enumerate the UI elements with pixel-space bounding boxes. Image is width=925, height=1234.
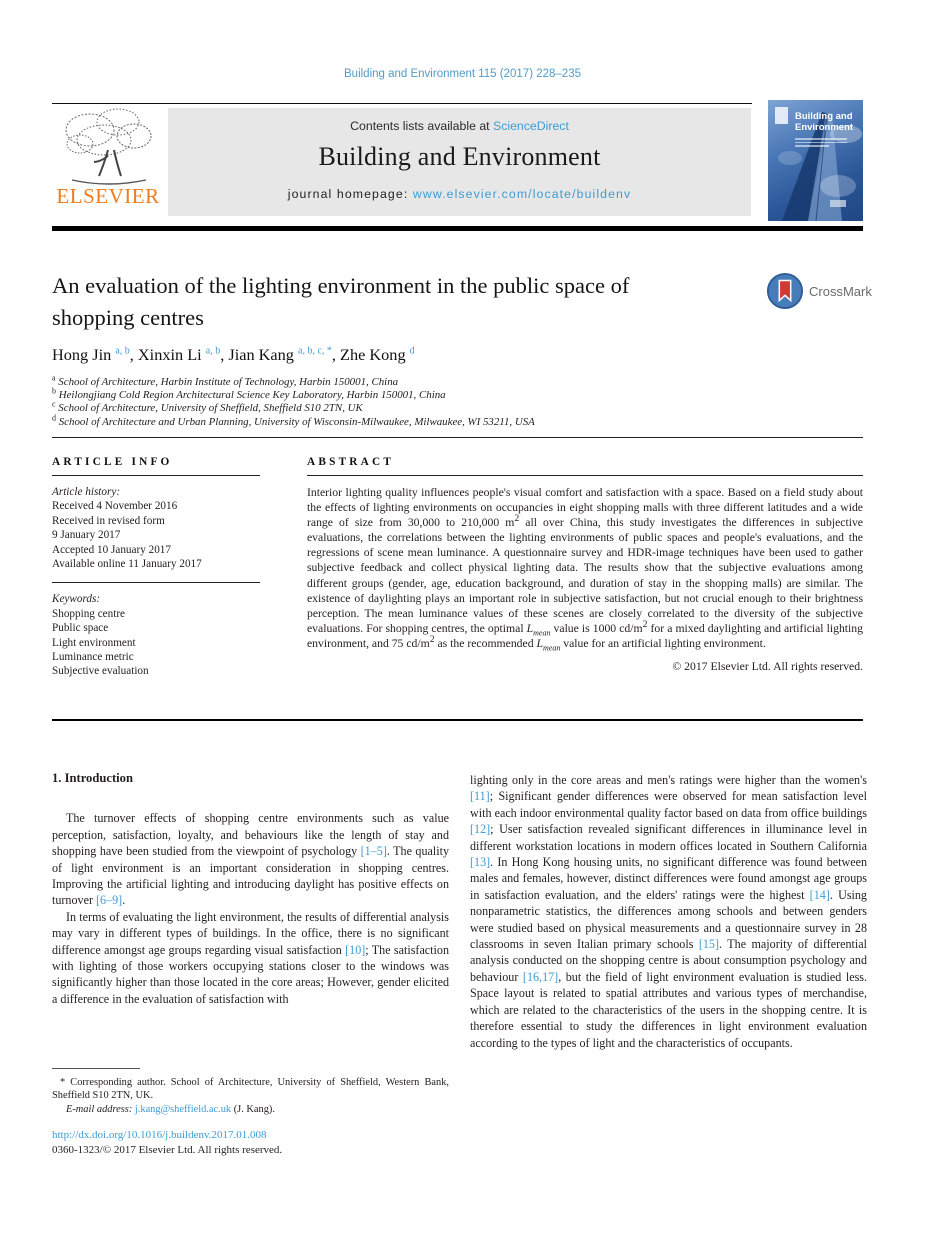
crossmark-badge[interactable] [766, 272, 876, 310]
citation-ref-link[interactable]: [13] [470, 855, 491, 870]
abstract-section [307, 456, 863, 673]
affiliation-line: $^d$ School of Architecture and Urban Planning, University of Wisconsin-Milwaukee, Milwaukee, WI 53211, USA [52, 412, 535, 428]
citation-ref-link[interactable]: [1–5] [360, 844, 387, 859]
citation-ref-link[interactable]: [11] [470, 789, 490, 804]
affiliation-list [52, 373, 812, 429]
elsevier-wordmark: ELSEVIER [56, 184, 160, 208]
citation-ref-link[interactable]: [10] [345, 942, 366, 957]
cover-title-line2: Environment [795, 122, 854, 133]
intro-paragraph-1: The turnover effects of shopping centre environments such as value perception, satisfaction, loyalty, and behaviours like the length of stay and shopping have been studied from the viewpoint of psychology [1–5]. The quality of light environment is an important consideration in shopping centres. Improving the artificial lighting and introducing daylight has positive effects on turnover [6–9]. [52, 811, 449, 908]
masthead-box [168, 108, 751, 216]
corresponding-author-text: * Corresponding author. School of Architecture, University of Sheffield, Western Bank, Sheffield S10 2TN, UK. [52, 1077, 449, 1102]
intro-paragraph-2: In terms of evaluating the light environment, the results of differential analysis may vary in different types of buildings. In the office, there is no significant difference amongst age groups regarding visual satisfaction [10]; The satisfaction with lighting of those workers occupying stations closer to the windows was significantly higher than those located in the core areas; However, gender elicited a difference in the evaluation of satisfaction with [52, 909, 449, 1006]
info-line: Light environment [52, 636, 136, 649]
abstract-bottom-rule [52, 719, 863, 721]
info-line: Received in revised form [52, 514, 165, 527]
section-heading-introduction: 1. Introduction [52, 771, 133, 785]
elsevier-logo[interactable] [50, 104, 166, 218]
info-line: Accepted 10 January 2017 [52, 543, 171, 556]
body-left-column [52, 770, 449, 1007]
footnote-divider [52, 1068, 140, 1069]
crossmark-label: CrossMark [809, 283, 872, 299]
journal-cover-thumbnail[interactable] [768, 100, 863, 221]
journal-citation: Building and Environment 115 (2017) 228–235 [344, 68, 581, 80]
journal-title: Building and Environment [318, 142, 601, 171]
article-history-label: Article history: [52, 486, 121, 498]
abstract-heading-rule [307, 475, 863, 476]
masthead-bottom-rule [52, 226, 863, 231]
cover-title [795, 111, 853, 133]
homepage-url-link[interactable]: www.elsevier.com/locate/buildenv [412, 187, 632, 201]
info-line: Received 4 November 2016 [52, 500, 178, 513]
cover-title-line1: Building and [795, 111, 853, 122]
author-list: Hong Jin $^{a, b}$, Xinxin Li $^{a, b}$, Jian Kang $^{a, b, c, *}$, Zhe Kong $^d$ [52, 345, 415, 364]
inline-link[interactable]: j.kang@sheffield.ac.uk [134, 1104, 232, 1116]
doi-link[interactable]: http://dx.doi.org/10.1016/j.buildenv.2017.01.008 [52, 1129, 267, 1141]
article-info-heading: ARTICLE INFO [52, 456, 173, 468]
info-line: Luminance metric [52, 651, 134, 664]
cover-subtitle-bars [795, 138, 847, 149]
info-line: Subjective evaluation [52, 665, 149, 678]
email-line: E-mail address: j.kang@sheffield.ac.uk (J. Kang). [66, 1104, 275, 1116]
citation-ref-link[interactable]: [16,17] [522, 969, 559, 984]
keywords-divider [52, 582, 260, 583]
page-title: An evaluation of the lighting environment in the public space of shopping centres [52, 273, 630, 330]
sciencedirect-link[interactable]: ScienceDirect [493, 119, 569, 133]
info-line: Public space [52, 622, 109, 635]
abstract-copyright: © 2017 Elsevier Ltd. All rights reserved. [672, 660, 863, 674]
author-name: Hong Jin $^{a, b}$ [52, 345, 130, 364]
info-top-rule [52, 437, 863, 438]
homepage-label: journal homepage: [287, 187, 413, 201]
elsevier-tree-icon [56, 104, 160, 186]
citation-ref-link[interactable]: [12] [470, 822, 491, 837]
info-line: 9 January 2017 [52, 529, 121, 542]
keywords-label: Keywords: [52, 593, 101, 606]
article-info-heading-rule [52, 475, 260, 476]
abstract-heading: ABSTRACT [307, 456, 395, 468]
author-name: Xinxin Li $^{a, b}$ [137, 345, 221, 364]
homepage-line [168, 187, 751, 201]
intro-paragraph-3: lighting only in the core areas and men's ratings were higher than the women's [11]; Significant gender differences were observed for mean satisfaction level with each indoor environmental quality factor based on data from office buildings [12]; User satisfaction revealed significant differences in illuminance level in different workstation locations in modern offices located in Southern California [13]. In Hong Kong housing units, no significant difference was found between males and females, however, distinct differences were found amongst age groups in satisfaction evaluation, and the elders' ratings were the highest [14]. Using nonparametric statistics, the differences among schools and between genders were studied based on physical measurements and a questionnaire survey in 28 classrooms in seven Italian primary schools [15]. The majority of differential analysis conducted on the shopping centre is about consumption psychology and behaviour [16,17], but the field of light environment evaluation is studied less. Space layout is related to spatial attributes and various types of merchandise, which are related to the characteristics of the users in the shopping centre. It is therefore essential to study the differences in light environment evaluation according to the types of light and the characteristics of occupants. [470, 773, 868, 1050]
author-name: Zhe Kong $^d$ [340, 345, 415, 364]
info-line: Shopping centre [52, 607, 126, 620]
article-history-list [52, 499, 262, 571]
doi-block [52, 1128, 472, 1158]
body-right-column [470, 772, 867, 1051]
info-line: Available online 11 January 2017 [52, 558, 202, 571]
issn-copyright-line: 0360-1323/© 2017 Elsevier Ltd. All rights reserved. [52, 1144, 283, 1156]
crossmark-icon [766, 272, 804, 310]
citation-ref-link[interactable]: [15] [698, 937, 720, 952]
cover-emblem-icon [775, 107, 788, 124]
affiliation-line: $^b$ Heilongjiang Cold Region Architectural Science Key Laboratory, Harbin 150001, China [52, 386, 446, 402]
citation-ref-link[interactable]: [14] [809, 887, 830, 902]
contents-line [168, 119, 751, 133]
citation-ref-link[interactable]: [6–9] [96, 893, 123, 908]
affiliation-line: $^a$ School of Architecture, Harbin Institute of Technology, Harbin 150001, China [52, 373, 399, 388]
contents-prefix: Contents lists available at [350, 119, 493, 133]
author-name: Jian Kang $^{a, b, c, *}$ [228, 345, 332, 364]
article-info-section [52, 456, 262, 679]
corresponding-author-footnote [52, 1068, 449, 1117]
keywords-list [52, 607, 262, 679]
affiliation-line: $^c$ School of Architecture, University of Sheffield, Sheffield S10 2TN, UK [52, 399, 363, 415]
abstract-text: Interior lighting quality influences people's visual comfort and satisfaction with a space. Based on a field study about the effects of lighting environments on occupancies in eight shopping malls with three different latitudes and a wide range of size from 30,000 to 210,000 $m^2$ all over China, this study investigates the differences in subjective evaluations, the correlations between the lighting environments of public spaces and people's evaluations, and the regressions of scene mean luminance. A questionnaire survey and HDR-image techniques have been used to gather subjective feedback and collect physical lighting data. The results show that the subjective evaluations among different groups (gender, age, education background, and duration of stay in the shopping malls) are similar. The existence of daylighting plays an important role in subjective satisfaction, but not crucial enough to their brightness perception. The mean luminance values of these scenes are closely correlated to the diversity of the subjective evaluations. For shopping centres, the optimal $L_{mean}$ value is 1000 $cd/m^2$ for a mixed daylighting and artificial lighting environment, and 75 $cd/m^2$ as the recommended $L_{mean}$ value for an artificial lighting environment. [307, 486, 863, 653]
